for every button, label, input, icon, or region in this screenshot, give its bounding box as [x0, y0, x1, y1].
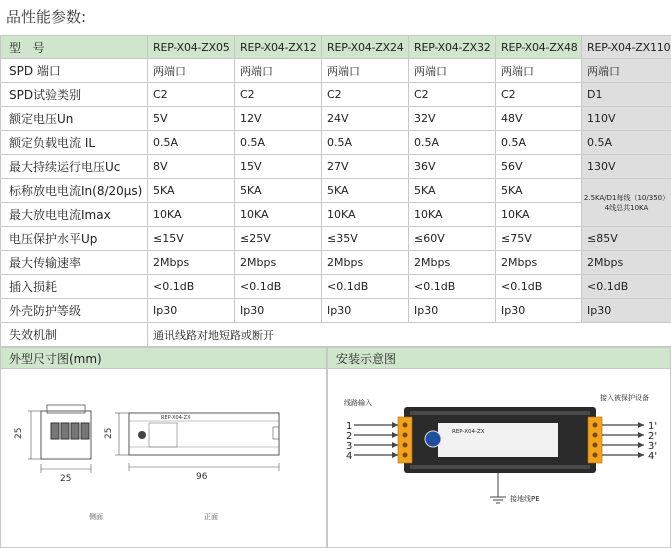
- table-cell: <0.1dB: [322, 275, 409, 299]
- header-model-label: 型 号: [1, 36, 148, 59]
- table-cell: 5KA: [148, 179, 235, 203]
- ground-label: 接地线PE: [510, 495, 540, 503]
- table-cell: Ip30: [582, 299, 671, 323]
- in-port-4: 4: [346, 451, 353, 462]
- table-cell: Ip30: [148, 299, 235, 323]
- table-cell: 8V: [148, 155, 235, 179]
- device-body: [398, 407, 602, 473]
- table-row: [1, 59, 671, 83]
- table-cell: 56V: [496, 155, 582, 179]
- table-cell: ≤15V: [148, 227, 235, 251]
- table-cell: 36V: [409, 155, 496, 179]
- table-cell: 0.5A: [582, 131, 671, 155]
- table-row: [1, 107, 671, 131]
- install-drawing: [328, 369, 670, 547]
- header-model-2: REP-X04-ZX12: [235, 36, 322, 59]
- table-row: [1, 83, 671, 107]
- table-header-row: [1, 36, 671, 59]
- table-row: [1, 131, 671, 155]
- table-cell: 2Mbps: [235, 251, 322, 275]
- row-label: 电压保护水平Up: [1, 227, 148, 251]
- table-cell: 5V: [148, 107, 235, 131]
- dimension-drawing: [1, 369, 326, 547]
- table-cell: D1: [582, 83, 671, 107]
- input-lines: [354, 425, 398, 455]
- install-panel: [327, 369, 671, 548]
- header-model-6: REP-X04-ZX110: [582, 36, 671, 59]
- line-out-label: 接入被保护设备: [600, 394, 649, 402]
- table-cell: 两端口: [409, 59, 496, 83]
- table-cell: 两端口: [148, 59, 235, 83]
- output-arrows: [638, 422, 644, 458]
- in-port-3: 3: [346, 441, 353, 452]
- row-label: 最大传输速率: [1, 251, 148, 275]
- table-cell: ≤35V: [322, 227, 409, 251]
- table-cell: ≤85V: [582, 227, 671, 251]
- table-cell: 0.5A: [235, 131, 322, 155]
- table-cell: 2Mbps: [322, 251, 409, 275]
- table-cell: 2.5KA/D1每线（10/350）4线总共10KA: [582, 179, 671, 227]
- table-cell: 5KA: [322, 179, 409, 203]
- table-cell: Ip30: [496, 299, 582, 323]
- table-cell: 0.5A: [496, 131, 582, 155]
- table-cell: C2: [322, 83, 409, 107]
- row-label: SPD 端口: [1, 59, 148, 83]
- spec-table: [0, 35, 671, 347]
- table-cell: ≤25V: [235, 227, 322, 251]
- dim-25-bottom: 25: [60, 474, 72, 484]
- table-cell: 2Mbps: [409, 251, 496, 275]
- table-cell: <0.1dB: [582, 275, 671, 299]
- table-cell: <0.1dB: [235, 275, 322, 299]
- dim-25-front: 25: [104, 427, 114, 439]
- line-in-label: 线路输入: [344, 399, 372, 407]
- out-port-1: 1': [648, 421, 658, 432]
- table-cell: 0.5A: [148, 131, 235, 155]
- page-title: 品性能参数:: [6, 8, 87, 26]
- row-label: SPD试验类别: [1, 83, 148, 107]
- table-cell: 0.5A: [409, 131, 496, 155]
- table-cell: 48V: [496, 107, 582, 131]
- row-label: 额定负载电流 IL: [1, 131, 148, 155]
- front-view: [115, 413, 279, 471]
- bottom-section: [0, 347, 671, 548]
- row-label: 插入损耗: [1, 275, 148, 299]
- install-header: 安装示意图: [327, 347, 671, 369]
- header-model-5: REP-X04-ZX48: [496, 36, 582, 59]
- table-cell: 24V: [322, 107, 409, 131]
- table-cell: 10KA: [409, 203, 496, 227]
- input-arrows: [392, 422, 398, 458]
- table-cell: ≤75V: [496, 227, 582, 251]
- table-row: [1, 203, 671, 227]
- table-cell: 2Mbps: [496, 251, 582, 275]
- table-row: [1, 275, 671, 299]
- table-cell: 2Mbps: [582, 251, 671, 275]
- table-cell: 10KA: [322, 203, 409, 227]
- out-port-4: 4': [648, 451, 658, 462]
- front-label: 正面: [204, 513, 218, 521]
- table-cell: 两端口: [582, 59, 671, 83]
- table-cell: 5KA: [409, 179, 496, 203]
- table-cell: 32V: [409, 107, 496, 131]
- out-port-2: 2': [648, 431, 658, 442]
- header-model-1: REP-X04-ZX05: [148, 36, 235, 59]
- failure-row: [1, 323, 671, 347]
- table-cell: 两端口: [322, 59, 409, 83]
- in-port-2: 2: [346, 431, 353, 442]
- table-cell: <0.1dB: [409, 275, 496, 299]
- table-cell: C2: [496, 83, 582, 107]
- failure-value: 通讯线路对地短路或断开: [148, 323, 671, 347]
- out-port-3: 3': [648, 441, 658, 452]
- dim-25-left: 25: [14, 427, 24, 439]
- header-model-4: REP-X04-ZX32: [409, 36, 496, 59]
- row-label: 标称放电电流In(8/20μs): [1, 179, 148, 203]
- table-row: [1, 299, 671, 323]
- table-cell: 两端口: [235, 59, 322, 83]
- table-cell: 27V: [322, 155, 409, 179]
- table-cell: 12V: [235, 107, 322, 131]
- table-cell: C2: [409, 83, 496, 107]
- table-cell: ≤60V: [409, 227, 496, 251]
- table-cell: 130V: [582, 155, 671, 179]
- table-cell: 15V: [235, 155, 322, 179]
- ground-symbol: [490, 473, 506, 503]
- table-cell: Ip30: [235, 299, 322, 323]
- failure-label: 失效机制: [1, 323, 148, 347]
- dimensions-panel: [0, 369, 327, 548]
- header-model-3: REP-X04-ZX24: [322, 36, 409, 59]
- dimensions-header: 外型尺寸图(mm): [0, 347, 327, 369]
- row-label: 额定电压Un: [1, 107, 148, 131]
- table-cell: 0.5A: [322, 131, 409, 155]
- row-label: 外壳防护等级: [1, 299, 148, 323]
- table-cell: <0.1dB: [148, 275, 235, 299]
- table-cell: C2: [235, 83, 322, 107]
- table-cell: 10KA: [235, 203, 322, 227]
- table-cell: C2: [148, 83, 235, 107]
- table-cell: Ip30: [409, 299, 496, 323]
- table-cell: 2Mbps: [148, 251, 235, 275]
- table-cell: 5KA: [496, 179, 582, 203]
- side-label: 侧面: [89, 513, 103, 521]
- row-label: 最大持续运行电压Uc: [1, 155, 148, 179]
- side-view: [28, 405, 91, 473]
- table-cell: 110V: [582, 107, 671, 131]
- row-label: 最大放电电流Imax: [1, 203, 148, 227]
- table-cell: 10KA: [496, 203, 582, 227]
- dim-96: 96: [196, 472, 208, 482]
- table-cell: 两端口: [496, 59, 582, 83]
- table-row: [1, 179, 671, 203]
- in-port-1: 1: [346, 421, 353, 432]
- output-lines: [602, 425, 644, 455]
- table-row: [1, 251, 671, 275]
- table-cell: 5KA: [235, 179, 322, 203]
- table-cell: <0.1dB: [496, 275, 582, 299]
- device-label: REP-X04-ZX: [452, 429, 485, 435]
- table-row: [1, 227, 671, 251]
- table-cell: 10KA: [148, 203, 235, 227]
- front-product-label: REP-X04-ZX: [161, 415, 191, 421]
- table-row: [1, 155, 671, 179]
- table-cell: Ip30: [322, 299, 409, 323]
